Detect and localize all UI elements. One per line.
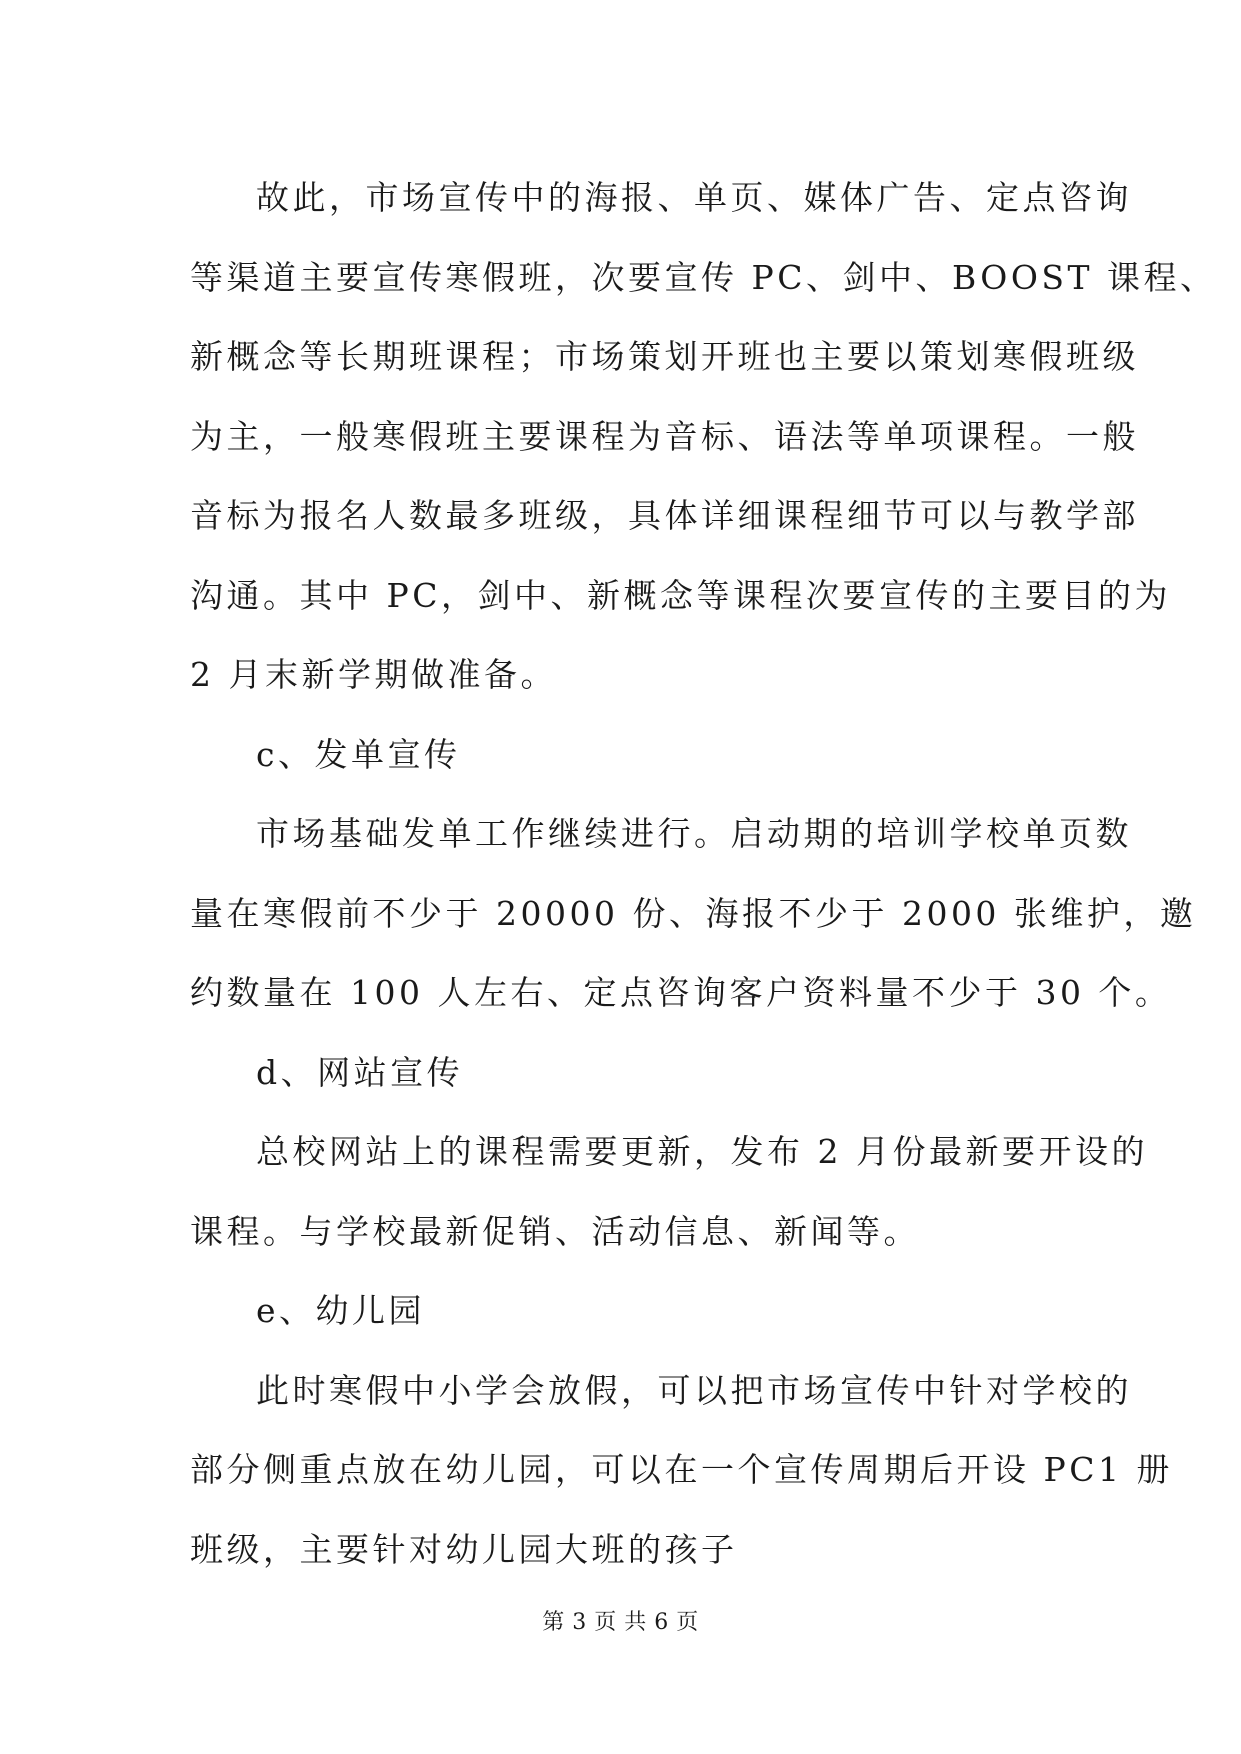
section-heading: d、网站宣传 (256, 1052, 464, 1092)
paragraph-line: 课程。与学校最新促销、活动信息、新闻等。 (190, 1211, 920, 1251)
section-heading: c、发单宣传 (256, 734, 461, 774)
paragraph-line: 新概念等长期班课程；市场策划开班也主要以策划寒假班级 (190, 337, 1139, 376)
paragraph-line: 部分侧重点放在幼儿园，可以在一个宣传周期后开设 PC1 册 (190, 1450, 1173, 1489)
page-number-footer: 第 3 页 共 6 页 (542, 1610, 699, 1635)
paragraph-line: 此时寒假中小学会放假，可以把市场宣传中针对学校的 (256, 1370, 1132, 1410)
section-heading: e、幼儿园 (256, 1291, 426, 1330)
paragraph-line: 为主，一般寒假班主要课程为音标、语法等单项课程。一般 (190, 416, 1139, 456)
paragraph-line: 故此，市场宣传中的海报、单页、媒体广告、定点咨询 (256, 178, 1132, 217)
paragraph-line: 2 月末新学期做准备。 (190, 655, 557, 694)
paragraph-line: 约数量在 100 人左右、定点咨询客户资料量不少于 30 个。 (190, 973, 1172, 1012)
paragraph-line: 音标为报名人数最多班级，具体详细课程细节可以与教学部 (190, 496, 1139, 535)
paragraph-line: 总校网站上的课程需要更新，发布 2 月份最新要开设的 (256, 1132, 1148, 1171)
paragraph-line: 量在寒假前不少于 20000 份、海报不少于 2000 张维护，邀 (190, 893, 1197, 933)
paragraph-line: 市场基础发单工作继续进行。启动期的培训学校单页数 (256, 814, 1132, 853)
paragraph-line: 等渠道主要宣传寒假班，次要宣传 PC、剑中、BOOST 课程、 (190, 257, 1217, 297)
paragraph-line: 班级，主要针对幼儿园大班的孩子 (190, 1529, 738, 1569)
paragraph-line: 沟通。其中 PC，剑中、新概念等课程次要宣传的主要目的为 (190, 575, 1171, 615)
document-body (190, 158, 1217, 1589)
